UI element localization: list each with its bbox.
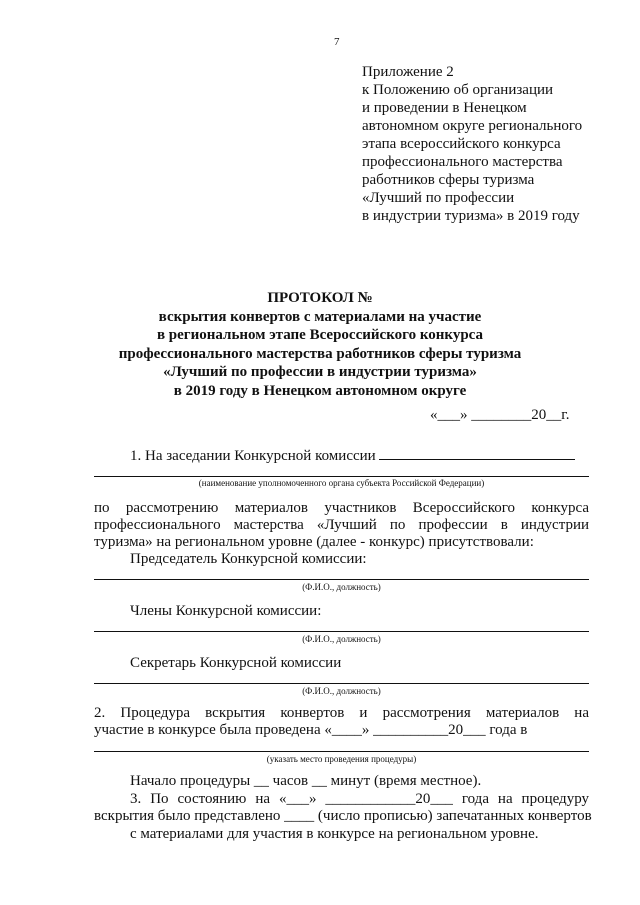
appendix-line: профессионального мастерства [362, 154, 563, 170]
title-line: вскрытия конвертов с материалами на участие [158, 308, 482, 325]
item1-text-line: по рассмотрению материалов участников Всероссийского конкурса [94, 500, 589, 516]
item1-lead [130, 446, 575, 465]
chairman-rule [94, 579, 589, 580]
appendix-block [362, 63, 582, 225]
appendix-line: этапа всероссийского конкурса [362, 136, 561, 152]
secretary-caption: (Ф.И.О., должность) [302, 686, 381, 696]
title-line: в региональном этапе Всероссийского конкурса [156, 327, 484, 343]
item2-line: участие в конкурсе была проведена «____» __________20___ года в [94, 722, 528, 738]
commission-name-rule [94, 476, 589, 477]
procedure-place-rule [94, 751, 589, 752]
date-line: «___» ________20__г. [430, 407, 570, 423]
title-line: ПРОТОКОЛ № [267, 290, 373, 306]
title-line: «Лучший по профессии в индустрии туризма» [163, 364, 477, 380]
appendix-line: работников сферы туризма [362, 172, 535, 188]
secretary-label: Секретарь Конкурсной комиссии [130, 655, 342, 671]
appendix-line: к Положению об организации [362, 82, 554, 98]
page-number: 7 [334, 36, 340, 48]
appendix-line: автономном округе регионального [362, 118, 583, 134]
members-label: Члены Конкурсной комиссии: [130, 603, 322, 619]
chairman-label: Председатель Конкурсной комиссии: [130, 551, 367, 567]
title-line: в 2019 году в Ненецком автономном округе [173, 382, 467, 399]
item2-line: 2. Процедура вскрытия конвертов и рассмотрения материалов на [94, 705, 589, 721]
commission-name-blank [379, 446, 575, 460]
commission-name-caption: (наименование уполномоченного органа субъекта Российской Федерации) [198, 478, 485, 488]
item3-line: 3. По состоянию на «___» ____________20___ года на процедуру [130, 791, 589, 807]
title-line: профессионального мастерства работников сферы туризма [118, 345, 522, 362]
members-rule [94, 631, 589, 632]
secretary-rule [94, 683, 589, 684]
start-time-line: Начало процедуры __ часов __ минут (время местное). [130, 773, 482, 789]
procedure-place-caption: (указать место проведения процедуры) [266, 754, 417, 764]
appendix-line: и проведении в Ненецком [362, 100, 527, 116]
appendix-line: в индустрии туризма» в 2019 году [362, 208, 580, 224]
appendix-line: Приложение 2 [362, 64, 454, 80]
item1-lead-text: 1. На заседании Конкурсной комиссии [130, 448, 380, 464]
item3-line: вскрытия было представлено ____ (число прописью) запечатанных конвертов [94, 808, 592, 824]
appendix-line: «Лучший по профессии [362, 190, 515, 206]
item3-line: с материалами для участия в конкурсе на региональном уровне. [130, 826, 539, 842]
item1-text-line: туризма» на региональном уровне (далее - конкурс) присутствовали: [94, 534, 534, 550]
document-title [0, 289, 640, 400]
item1-text-line: профессионального мастерства «Лучший по профессии в индустрии [94, 517, 589, 533]
chairman-caption: (Ф.И.О., должность) [302, 582, 381, 592]
members-caption: (Ф.И.О., должность) [302, 634, 381, 644]
